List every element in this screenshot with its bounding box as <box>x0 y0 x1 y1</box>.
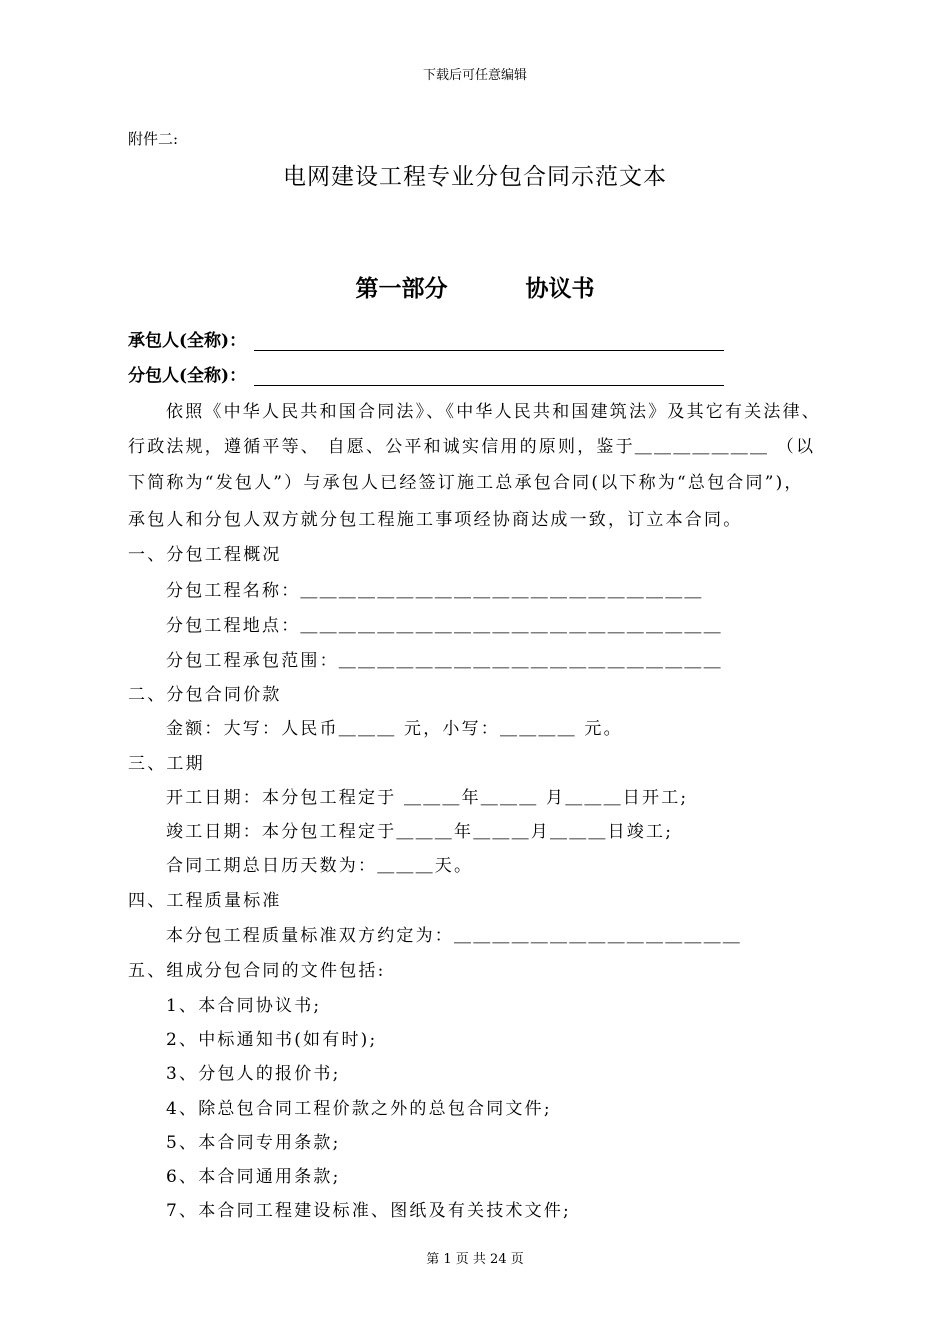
document-list-item: 1、本合同协议书; <box>166 996 322 1016</box>
document-list-item: 6、本合同通用条款; <box>166 1167 341 1187</box>
subcontract-name-line: 分包工程名称：＿＿＿＿＿＿＿＿＿＿＿＿＿＿＿＿＿＿＿＿＿ <box>166 581 704 601</box>
section-5-title: 五、组成分包合同的文件包括: <box>128 961 386 981</box>
page-footer: 第 1 页 共 24 页 <box>426 1252 524 1267</box>
attachment-label: 附件二: <box>128 130 179 148</box>
subcontractor-row <box>128 361 724 386</box>
subcontract-scope-line: 分包工程承包范围：＿＿＿＿＿＿＿＿＿＿＿＿＿＿＿＿＿＿＿＿ <box>166 651 723 671</box>
intro-line-2: 行政法规，遵循平等、 自愿、公平和诚实信用的原则，鉴于＿＿＿＿＿＿＿ （以 <box>128 437 816 457</box>
document-list-item: 5、本合同专用条款; <box>166 1133 341 1153</box>
contractor-blank <box>254 332 724 351</box>
quality-standard-line: 本分包工程质量标准双方约定为：＿＿＿＿＿＿＿＿＿＿＿＿＿＿＿ <box>166 926 742 946</box>
subcontract-location-line: 分包工程地点：＿＿＿＿＿＿＿＿＿＿＿＿＿＿＿＿＿＿＿＿＿＿ <box>166 616 723 636</box>
contractor-label: 承包人(全称)： <box>128 331 247 351</box>
total-days-line: 合同工期总日历天数为：＿＿＿天。 <box>166 856 474 876</box>
contractor-row <box>128 326 724 351</box>
completion-date-line: 竣工日期：本分包工程定于＿＿＿年＿＿＿月＿＿＿日竣工; <box>166 822 674 842</box>
document-list-item: 3、分包人的报价书; <box>166 1064 341 1084</box>
part-label: 第一部分 <box>355 275 448 302</box>
subcontractor-blank <box>254 367 724 386</box>
section-2-title: 二、分包合同价款 <box>128 685 282 705</box>
document-list-item: 4、除总包合同工程价款之外的总包合同文件; <box>166 1099 552 1119</box>
part-name: 协议书 <box>525 275 595 302</box>
section-1-title: 一、分包工程概况 <box>128 545 282 565</box>
subcontractor-label: 分包人(全称)： <box>128 366 247 386</box>
section-4-title: 四、工程质量标准 <box>128 891 282 911</box>
start-date-line: 开工日期：本分包工程定于 ＿＿＿年＿＿＿ 月＿＿＿日开工; <box>166 788 689 808</box>
document-title: 电网建设工程专业分包合同示范文本 <box>283 164 667 190</box>
section-3-title: 三、工期 <box>128 754 205 774</box>
intro-line-3: 下简称为“发包人”）与承包人已经签订施工总承包合同(以下称为“总包合同”)， <box>128 473 804 493</box>
contract-amount-line: 金额：大写：人民币＿＿＿ 元，小写：＿＿＿＿ 元。 <box>166 719 623 739</box>
page-header-note: 下载后可任意编辑 <box>422 68 527 83</box>
part-heading <box>0 270 950 303</box>
document-list-item: 7、本合同工程建设标准、图纸及有关技术文件; <box>166 1201 571 1221</box>
intro-line-4: 承包人和分包人双方就分包工程施工事项经协商达成一致，订立本合同。 <box>128 510 743 530</box>
intro-line-1: 依照《中华人民共和国合同法》、《中华人民共和国建筑法》及其它有关法律、 <box>166 402 821 422</box>
document-list-item: 2、中标通知书(如有时); <box>166 1030 378 1050</box>
